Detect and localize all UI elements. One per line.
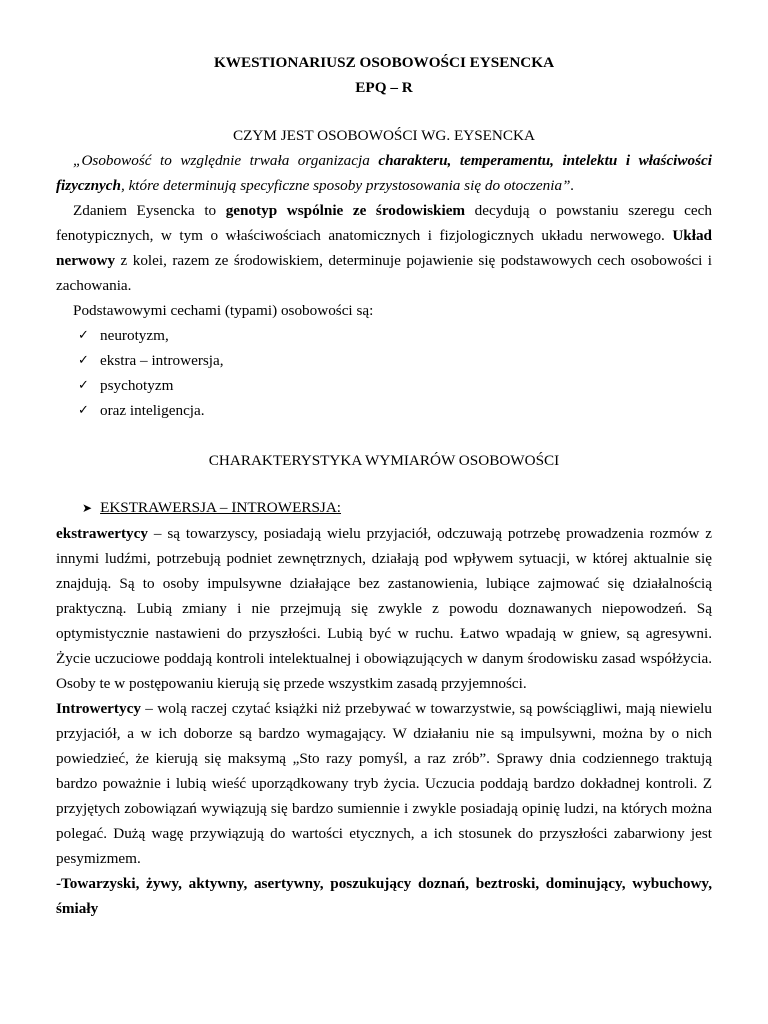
subsection-heading: ➤ EKSTRAWERSJA – INTROWERSJA: — [82, 499, 342, 516]
traits-list — [56, 323, 712, 423]
checkmark-icon: ✓ — [78, 378, 89, 393]
arrow-bullet-icon: ➤ — [82, 501, 93, 515]
section-heading-dimensions: CHARAKTERYSTYKA WYMIARÓW OSOBOWOŚCI — [208, 452, 560, 469]
checkmark-icon: ✓ — [78, 328, 89, 343]
document-title: KWESTIONARIUSZ OSOBOWOŚCI EYSENCKA — [213, 54, 555, 71]
introvert-paragraph: Introwertycy – wolą raczej czytać książki niż przebywać w towarzystwie, są powściągliwi, mają niewielu przyjaciół, a w ich doborze są bardzo wymagający. W działaniu nie są impulsywni, można by o nich powiedzieć, że kierują się maksymą „Sto razy pomyśl, a raz zrób”. Sprawy dnia codziennego traktują bardzo poważnie i lubią wieść uporządkowany tryb życia. Uczucia poddają bardzo dokładnej kontroli. Z przyjętych zobowiązań wywiązują się bardzo sumiennie i zwykle posiadają opinię ludzi, na których można polegać. Dużą wagę przywiązują do wartości etycznych, a ich stosunek do przyszłości zabarwiony jest pesymizmem. — [56, 700, 712, 867]
list-item: ✓ neurotyzm, — [78, 323, 712, 348]
traits-intro: Podstawowymi cechami (typami) osobowości są: — [73, 302, 374, 319]
genotype-paragraph: Zdaniem Eysencka to genotyp wspólnie ze środowiskiem decydują o powstaniu szeregu cech fenotypicznych, w tym o właściwościach anatomicznych i fizjologicznych układu nerwowego. Układ nerwowy z kolei, razem ze środowiskiem, determinuje pojawienie się podstawowych cech osobowości i zachowania. — [56, 202, 712, 294]
checkmark-icon: ✓ — [78, 403, 89, 418]
traits-line: -Towarzyski, żywy, aktywny, asertywny, poszukujący doznań, beztroski, dominujący, wybuchowy, śmiały — [56, 875, 712, 917]
list-item: ✓ oraz inteligencja. — [78, 398, 712, 423]
list-item: ✓ ekstra – introwersja, — [78, 348, 712, 373]
document-subtitle: EPQ – R — [355, 79, 413, 96]
section-heading-definition: CZYM JEST OSOBOWOŚCI WG. EYSENCKA — [233, 127, 535, 144]
definition-quote: „Osobowość to względnie trwała organizacja charakteru, temperamentu, intelektu i właściwości fizycznych, które determinują specyficzne sposoby przystosowania się do otoczenia”. — [56, 152, 712, 194]
list-item: ✓ psychotyzm — [78, 373, 712, 398]
checkmark-icon: ✓ — [78, 353, 89, 368]
extravert-paragraph: ekstrawertycy – są towarzyscy, posiadają wielu przyjaciół, odczuwają potrzebę prowadzenia rozmów z innymi ludźmi, potrzebują podniet zewnętrznych, działają pod wpływem sytuacji, w której aktualnie się znajdują. Są to osoby impulsywne działające bez zastanowienia, lubiące zajmować się działalnością praktyczną. Lubią zmiany i nie przejmują się zwykle z powodu doznawanych niepowodzeń. Są optymistycznie nastawieni do przyszłości. Lubią być w ruchu. Łatwo wpadają w gniew, są agresywni. Życie uczuciowe poddają kontroli intelektualnej i obowiązujących w danym środowisku zasad współżycia. Osoby te w postępowaniu kierują się przede wszystkim zasadą przyjemności. — [56, 525, 712, 692]
